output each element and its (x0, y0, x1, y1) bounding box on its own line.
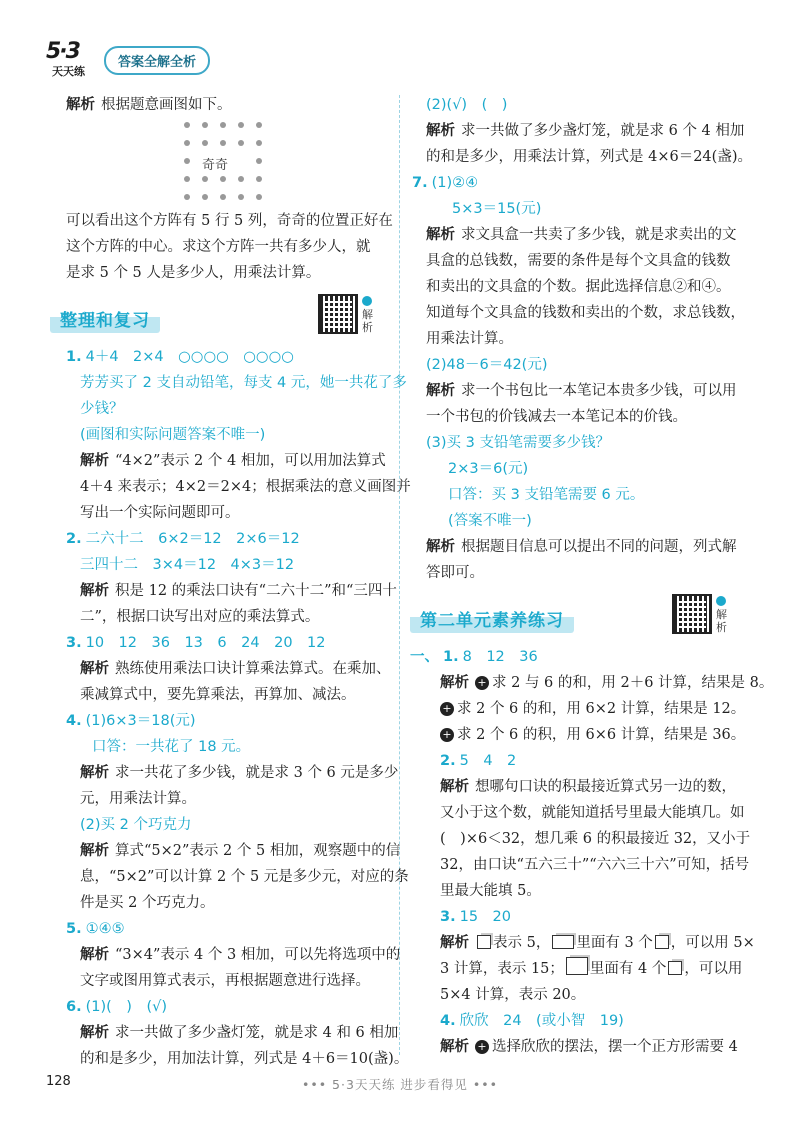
footer-slogan: ••• 5·3天天练 进步看得见 ••• (301, 1077, 499, 1092)
logo: 5·3 天天练 (46, 39, 85, 78)
grid-dot (238, 194, 244, 200)
section-review (50, 294, 386, 338)
grid-dot (238, 122, 244, 128)
grid-dot (184, 194, 190, 200)
plus-circle-icon: + (475, 1040, 489, 1054)
cube-icon (655, 935, 669, 949)
grid-dot (220, 194, 226, 200)
dot-grid-figure (184, 122, 264, 202)
page-number: 128 (46, 1074, 71, 1089)
grid-dot (202, 122, 208, 128)
qr-label: 解析 (716, 608, 727, 634)
qiqi-label: 奇奇 (202, 158, 229, 173)
left-column: 解析 根据题意画图如下。 奇奇 可以看出这个方阵有 5 行 5 列，奇奇的位置正好在 这个方阵的中心。求这个方阵一共有多少人，就 是求 5 个 5 人是多少人，用乘法计算。 整理和复习 解析 1. 4＋4 2×4 ○○○○ ○○○○ 芳芳买了 2 支自动铅笔，每支 4 元，她一共花了多 少钱？ (画图和实际问题答案不唯一) 解析 “4×2”表示 2 个 4 相加，可以用加法算式 4＋4 来表示；4×2＝2×4；根据乘法的意义画图并 写出一个实际问题即可。 2. 二六十二 6×2＝12 2×6＝12 三四十二 3×4＝12 4×3＝12 解析 积是 12 的乘法口诀有“二六十二”和“三四十 二”，根据口诀写出对应的乘法算式。 3. 10 12 36 13 6 24 20 12 解析 熟练使用乘法口诀计算乘法算式。在乘加、 乘减算式中，要先算乘法，再算加、减法。 4. (1)6×3＝18(元) 口答：一共花了 18 元。 解析 求一共花了多少钱，就是求 3 个 6 元是多少 元，用乘法计算。 (2)买 2 个巧克力 解析 算式“5×2”表示 2 个 5 相加，观察题中的信 息，“5×2”可以计算 2 个 5 元是多少元，对应的条 件是买 2 个巧克力。 5. ①④⑤ 解析 “3×4”表示 4 个 3 相加，可以先将选项中的 文字或图用算式表示，再根据题意进行选择。 6. (1)( ) (√) 解析 求一共做了多少盏灯笼，就是求 4 和 6 相加 的和是多少，用加法计算，列式是 4＋6＝10(盏)。 (66, 92, 386, 1072)
grid-dot (220, 176, 226, 182)
grid-dot (256, 140, 262, 146)
grid-dot (184, 140, 190, 146)
grid-dot (256, 194, 262, 200)
right-column: (2)(√) ( ) 解析 求一共做了多少盏灯笼，就是求 6 个 4 相加 的和是多少，用乘法计算，列式是 4×6＝24(盏)。 7. (1)②④ 5×3＝15(元) 解析 求文具盒一共卖了多少钱，就是求卖出的文 具盒的总钱数，需要的条件是每个文具盒的钱数 和卖出的文具盒的个数。据此选择信息②和④。 知道每个文具盒的钱数和卖出的个数，求总钱数， 用乘法计算。 (2)48－6＝42(元) 解析 求一个书包比一本笔记本贵多少钱，可以用 一个书包的价钱减去一本笔记本的价钱。 (3)买 3 支铅笔需要多少钱？ 2×3＝6(元) 口答：买 3 支铅笔需要 6 元。 (答案不唯一) 解析 根据题目信息可以提出不同的问题，列式解 答即可。 第二单元素养练习 解析 一、 1. 8 12 36 解析 + 求 2 与 6 的和，用 2＋6 计算，结果是 8。 + 求 2 个 6 的和，用 6×2 计算，结果是 12。 + 求 2 个 6 的积，用 6×6 计算，结果是 36。 2. 5 4 2 解析 想哪句口诀的积最接近算式另一边的数， 又小于这个数，就能知道括号里最大能填几。如 ( )×6＜32，想几乘 6 的积最接近 32，又小于 32，由口诀“五六三十”“六六三十六”可知，括号 里最大能填 5。 3. 15 20 解析 表示 5， 里面有 3 个 ，可以用 5× 3 计算，表示 15； 里面有 4 个 ，可以用 5×4 计算，表示 20。 4. 欣欣 24 (或小智 19) 解析 + 选择欣欣的摆法，摆一个正方形需要 4 (410, 97, 774, 1055)
grid-dot (202, 194, 208, 200)
grid-dot (184, 176, 190, 182)
section-title: 整理和复习 (50, 304, 160, 333)
section-unit2 (410, 594, 756, 638)
cube-icon (477, 935, 491, 949)
grid-dot (256, 122, 262, 128)
footer (0, 1074, 800, 1094)
play-icon (716, 596, 726, 606)
section-title: 第二单元素养练习 (410, 604, 574, 633)
play-icon (362, 296, 372, 306)
qr-code-icon[interactable] (318, 294, 358, 334)
qr-label: 解析 (362, 308, 373, 334)
grid-dot (256, 158, 262, 164)
grid-dot (184, 158, 190, 164)
header (44, 40, 210, 80)
grid-dot (256, 176, 262, 182)
qr-code-icon[interactable] (672, 594, 712, 634)
grid-dot (184, 122, 190, 128)
cube-icon (668, 961, 682, 975)
grid-dot (202, 140, 208, 146)
grid-dot (202, 176, 208, 182)
header-pill: 答案全解全析 (104, 46, 210, 75)
column-divider (399, 95, 400, 1055)
cube-row-icon (552, 935, 574, 949)
grid-dot (238, 176, 244, 182)
plus-circle-icon: + (475, 676, 489, 690)
cube-stack-icon (566, 957, 588, 975)
plus-circle-icon: + (440, 702, 454, 716)
grid-dot (238, 140, 244, 146)
plus-circle-icon: + (440, 728, 454, 742)
grid-dot (220, 122, 226, 128)
grid-dot (220, 140, 226, 146)
